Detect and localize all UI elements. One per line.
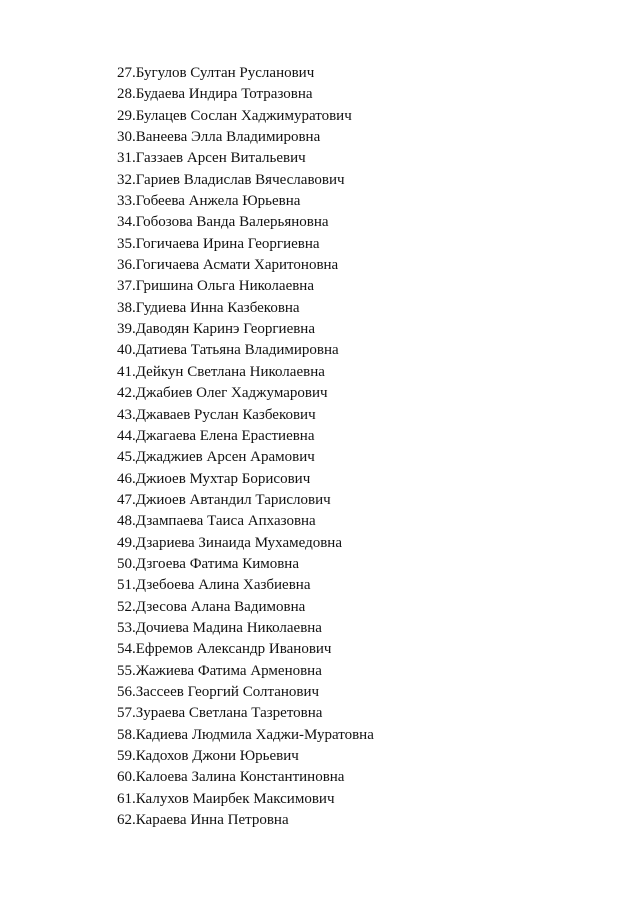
list-item: 34.Гобозова Ванда Валерьяновна	[117, 214, 329, 231]
list-item: 49.Дзариева Зинаида Мухамедовна	[117, 534, 342, 551]
list-item: 33.Гобеева Анжела Юрьевна	[117, 193, 301, 210]
list-item: 36.Гогичаева Асмати Харитоновна	[117, 257, 339, 274]
list-item: 54.Ефремов Александр Иванович	[117, 641, 332, 658]
list-item: 41.Дейкун Светлана Николаевна	[117, 363, 325, 380]
list-item: 47.Джиоев Автандил Тарислович	[117, 491, 331, 508]
list-item: 35.Гогичаева Ирина Георгиевна	[117, 235, 320, 252]
list-item: 38.Гудиева Инна Казбековна	[117, 299, 300, 316]
list-item: 53.Дочиева Мадина Николаевна	[117, 619, 322, 636]
list-item: 57.Зураева Светлана Тазретовна	[117, 705, 323, 722]
list-item: 58.Кадиева Людмила Хаджи-Муратовна	[117, 726, 374, 743]
list-item: 44.Джагаева Елена Ерастиевна	[117, 427, 315, 444]
list-item: 50.Дзгоева Фатима Кимовна	[117, 555, 299, 572]
list-item: 62.Караева Инна Петровна	[117, 812, 289, 829]
list-item: 40.Датиева Татьяна Владимировна	[117, 342, 339, 359]
list-item: 61.Калухов Маирбек Максимович	[117, 790, 335, 807]
list-item: 51.Дзебоева Алина Хазбиевна	[117, 577, 311, 594]
list-item: 31.Газзаев Арсен Витальевич	[117, 150, 306, 167]
list-item: 30.Ванеева Элла Владимировна	[117, 129, 321, 146]
list-item: 60.Калоева Залина Константиновна	[117, 769, 345, 786]
list-item: 42.Джабиев Олег Хаджумарович	[117, 385, 328, 402]
list-item: 56.Зассеев Георгий Солтанович	[117, 683, 320, 700]
list-item: 48.Дзампаева Таиса Апхазовна	[117, 513, 316, 530]
list-item: 29.Булацев Сослан Хаджимуратович	[117, 107, 352, 124]
list-item: 37.Гришина Ольга Николаевна	[117, 278, 314, 295]
list-item: 39.Даводян Каринэ Георгиевна	[117, 321, 315, 338]
list-item: 46.Джиоев Мухтар Борисович	[117, 470, 311, 487]
list-item: 59.Кадохов Джони Юрьевич	[117, 748, 299, 764]
list-item: 32.Гариев Владислав Вячеславович	[117, 171, 345, 188]
list-item: 28.Будаева Индира Тотразовна	[117, 86, 313, 103]
list-item: 43.Джаваев Руслан Казбекович	[117, 406, 316, 423]
name-list	[117, 63, 374, 831]
list-item: 27.Бугулов Султан Русланович	[117, 65, 315, 81]
list-item: 45.Джаджиев Арсен Арамович	[117, 449, 315, 466]
list-item: 52.Дзесова Алана Вадимовна	[117, 598, 306, 615]
list-item: 55.Жажиева Фатима Арменовна	[117, 662, 322, 679]
